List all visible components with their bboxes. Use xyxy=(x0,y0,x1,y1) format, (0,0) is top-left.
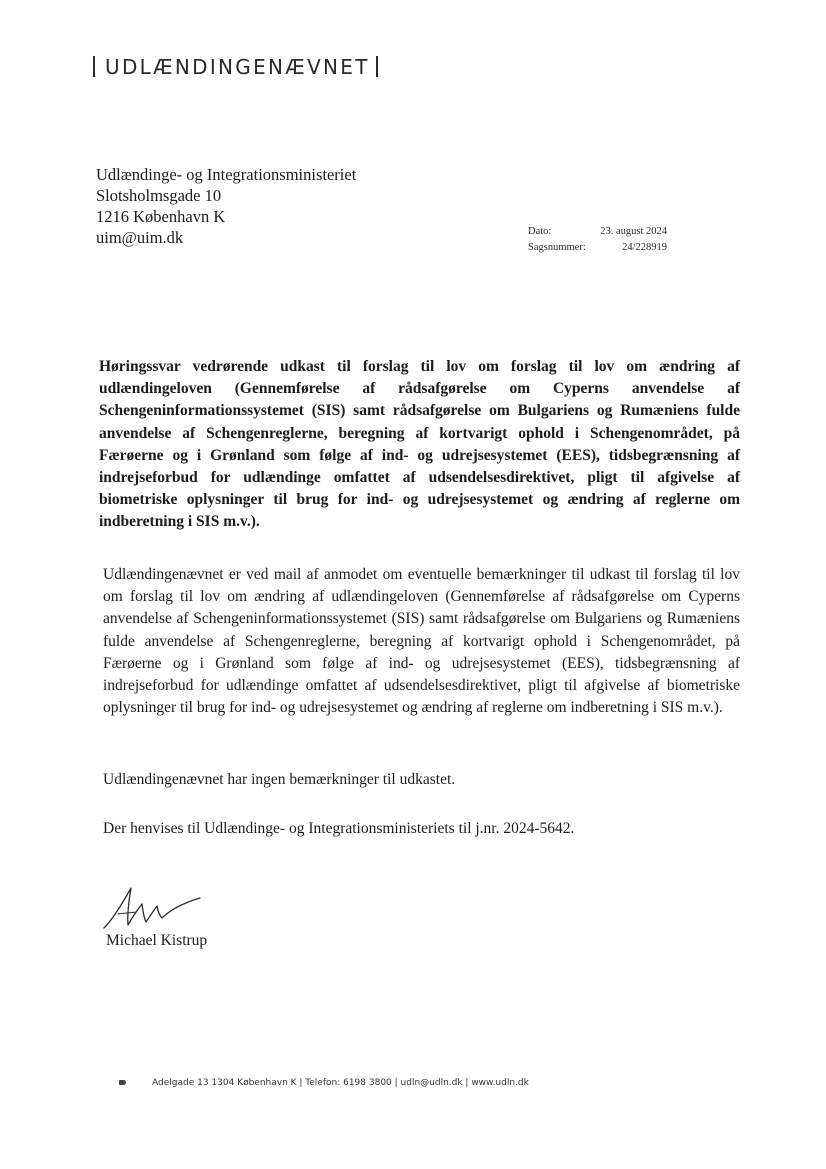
date-label: Dato: xyxy=(528,226,552,237)
recipient-address xyxy=(96,164,356,248)
body-paragraph-reference: Der henvises til Udlændinge- og Integrationsministeriets til j.nr. 2024-5642. xyxy=(103,820,575,837)
letterhead-logo xyxy=(93,55,378,79)
case-number-value: 24/228919 xyxy=(622,242,667,253)
date-value: 23. august 2024 xyxy=(600,226,667,237)
case-number-row xyxy=(528,240,667,256)
date-row xyxy=(528,224,667,240)
recipient-email: uim@uim.dk xyxy=(96,228,184,247)
bullet-arrow-icon xyxy=(119,1080,126,1085)
body-paragraph-no-comments: Udlændingenævnet har ingen bemærkninger til udkastet. xyxy=(103,771,456,788)
recipient-city: 1216 København K xyxy=(96,207,226,226)
page-footer xyxy=(119,1078,529,1088)
case-number-label: Sagsnummer: xyxy=(528,242,586,253)
handwritten-signature xyxy=(100,884,210,934)
logo-right-bar xyxy=(376,56,378,77)
letter-meta xyxy=(528,224,667,256)
recipient-street: Slotsholmsgade 10 xyxy=(96,186,222,205)
footer-contact-text: Adelgade 13 1304 København K | Telefon: 6198 3800 | udln@udln.dk | www.udln.dk xyxy=(152,1078,529,1088)
subject-heading: Høringssvar vedrørende udkast til forslag til lov om forslag til lov om ændring af udlændingeloven (Gennemførelse af rådsafgørelse om Cyperns anvendelse af Schengeninformationssystemet (SIS) samt rådsafgørelse om Bulgariens og Rumæniens fulde anvendelse af Schengenreglerne, beregning af kortvarigt ophold i Schengenområdet, på Færøerne og i Grønland som følge af ind- og udrejsesystemet (EES), tidsbegrænsning af indrejseforbud for udlændinge omfattet af udsendelsesdirektivet, pligt til afgivelse af biometriske oplysninger til brug for ind- og udrejsesystemet og ændring af reglerne om indberetning i SIS m.v.). xyxy=(99,358,740,531)
body-paragraph-request: Udlændingenævnet er ved mail af anmodet om eventuelle bemærkninger til udkast til forslag til lov om forslag til lov om ændring af udlændingeloven (Gennemførelse af rådsafgørelse om Cyperns anvendelse af Schengeninformationssystemet (SIS) samt rådsafgørelse om Bulgariens og Rumæniens fulde anvendelse af Schengenreglerne, beregning af kortvarigt ophold i Schengenområdet, på Færøerne og i Grønland som følge af ind- og udrejsesystemet (EES), tidsbegrænsning af indrejseforbud for udlændinge omfattet af udsendelsesdirektivet, pligt til afgivelse af biometriske oplysninger til brug for ind- og udrejsesystemet og ændring af reglerne om indberetning i SIS m.v.). xyxy=(103,566,740,717)
signer-name: Michael Kistrup xyxy=(106,932,208,949)
logo-text: UDLÆNDINGENÆVNET xyxy=(105,55,370,79)
logo-left-bar xyxy=(93,56,95,77)
recipient-name: Udlændinge- og Integrationsministeriet xyxy=(96,165,357,184)
